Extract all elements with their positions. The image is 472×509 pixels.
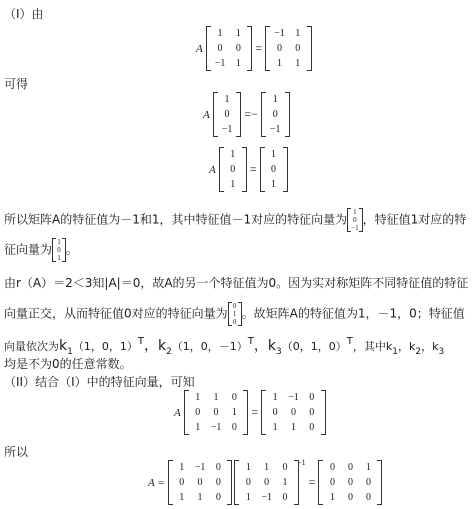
text-span: 征向量为 (4, 242, 53, 257)
text-span: 。 (66, 242, 79, 257)
eigenvector-line (4, 338, 444, 356)
matrix-cell: 1 (276, 58, 282, 69)
matrix-label: A (196, 42, 203, 55)
matrix-cell: −1 (261, 492, 272, 503)
subscript: 2 (166, 347, 172, 357)
subscript: 1 (67, 347, 73, 357)
matrix-cell: 1 (272, 392, 278, 403)
k-symbol: k (59, 338, 68, 354)
equation-5 (148, 460, 382, 505)
text-span: 。故矩阵A的特征值为1，－1，0；特征值 (241, 306, 465, 321)
vector-cell: 0 (224, 109, 230, 120)
matrix-cell: 0 (365, 492, 371, 503)
matrix-cell: 1 (213, 392, 219, 403)
matrix-cell: 0 (347, 492, 353, 503)
matrix-label: A (174, 406, 181, 419)
vector-cell: 0 (271, 164, 277, 175)
vector (260, 147, 288, 192)
equation-3 (209, 147, 288, 192)
matrix-cell: 1 (329, 492, 335, 503)
equals-sign: = (308, 475, 316, 489)
inline-vector (52, 238, 66, 262)
inline-vector (228, 302, 242, 326)
matrix-cell: 1 (195, 422, 201, 433)
text-span: ，k (421, 340, 439, 353)
matrix (234, 460, 299, 505)
matrix-cell: 1 (197, 492, 203, 503)
vector-cell: 1 (230, 149, 236, 160)
vector-cell: 0 (57, 246, 61, 254)
vector-text: （1，0，1） (72, 340, 138, 353)
paragraph-line: 由r（A）＝2＜3知|A|＝0，故A的另一个特征值为0。因为实对称矩阵不同特征值的特征 (4, 276, 469, 290)
matrix-cell: 0 (217, 43, 223, 54)
equals-minus-sign: =− (244, 107, 258, 121)
vector-cell: 1 (57, 254, 61, 262)
paragraph-line (4, 302, 465, 326)
matrix-cell: 0 (272, 407, 278, 418)
matrix-cell: 0 (195, 407, 201, 418)
vector-cell: 1 (271, 179, 277, 190)
matrix-cell: 0 (231, 392, 237, 403)
matrix-cell: 0 (309, 422, 315, 433)
text-span: 所以矩阵A的特征值为－1和1，其中特征值－1对应的特征向量为 (4, 212, 348, 227)
matrix-cell: −1 (274, 28, 285, 39)
matrix-cell: 0 (309, 407, 315, 418)
suoyi-text: 所以 (4, 445, 29, 459)
matrix-cell: −1 (210, 422, 222, 433)
matrix-cell: 0 (197, 477, 203, 488)
matrix-cell: 1 (264, 462, 270, 473)
matrix-cell: −1 (214, 58, 226, 69)
paragraph-line (4, 238, 78, 262)
equals-sign: = (251, 405, 259, 419)
matrix-cell: −1 (194, 462, 206, 473)
vector-cell: 1 (57, 238, 61, 246)
matrix-cell: 0 (276, 43, 282, 54)
matrix-cell: 1 (272, 422, 278, 433)
equals-sign: = (255, 41, 263, 55)
matrix-cell: 0 (231, 422, 237, 433)
vector-cell: −1 (221, 124, 233, 135)
matrix-label: A (209, 163, 216, 176)
vector-cell: 0 (272, 109, 278, 120)
inline-vector (347, 208, 362, 232)
kede-text: 可得 (4, 77, 29, 91)
matrix-cell: 1 (195, 392, 201, 403)
text-span: 向量依次为 (4, 340, 59, 353)
subscript: 2 (415, 347, 422, 357)
subscript: 1 (392, 347, 398, 357)
vector-cell: −1 (351, 224, 359, 232)
inverse-superscript: -1 (298, 458, 306, 467)
vector-cell: 1 (272, 94, 278, 105)
matrix-cell: 0 (264, 477, 270, 488)
matrix-cell: 0 (329, 462, 335, 473)
paragraph-line (4, 208, 466, 232)
vector-cell: −1 (269, 124, 281, 135)
matrix-cell: 1 (295, 28, 301, 39)
vector-cell: 1 (271, 149, 277, 160)
vector-cell: 0 (232, 318, 237, 326)
matrix-cell: 1 (217, 28, 223, 39)
vector-cell: 1 (353, 208, 357, 216)
text-span: ，特征值1对应的特 (362, 212, 467, 227)
vector-text: （0，1，0） (281, 340, 347, 353)
matrix-cell: 0 (295, 43, 301, 54)
text-span: 向量正交，从而特征值0对应的特征向量为 (4, 306, 228, 321)
equation-4 (174, 390, 326, 435)
text-span: ，其中k (352, 340, 393, 353)
k-symbol: ，k (253, 338, 277, 354)
matrix-label: A (203, 108, 210, 121)
matrix-label: A = (148, 476, 165, 489)
vector-cell: 0 (232, 302, 237, 310)
vector-cell: 1 (232, 310, 237, 318)
vector-cell: 1 (230, 179, 236, 190)
matrix-cell: 0 (179, 477, 185, 488)
matrix-cell: 0 (282, 462, 288, 473)
matrix-cell: 0 (213, 407, 219, 418)
matrix (206, 26, 253, 71)
superscript: T (137, 336, 144, 347)
matrix-cell: 0 (215, 492, 221, 503)
matrix-cell: 1 (365, 462, 371, 473)
superscript: T (346, 336, 353, 347)
matrix (318, 460, 382, 505)
matrix (261, 390, 326, 435)
matrix (168, 460, 233, 505)
vector-cell: 0 (230, 164, 236, 175)
matrix-cell: 1 (179, 492, 185, 503)
matrix-cell: 0 (347, 462, 353, 473)
part2-heading: （II）结合（I）中的特征向量，可知 (4, 375, 195, 389)
vector-cell: 1 (224, 94, 230, 105)
matrix-cell: 0 (215, 477, 221, 488)
matrix-cell: 0 (365, 477, 371, 488)
matrix-cell: 0 (347, 477, 353, 488)
matrix-cell: 1 (295, 58, 301, 69)
matrix-cell: 1 (245, 492, 251, 503)
matrix-cell: 1 (282, 477, 288, 488)
paragraph-line: 均是不为0的任意常数。 (4, 357, 132, 371)
vector-text: （1，0，－1） (171, 340, 248, 353)
matrix-cell: 0 (245, 477, 251, 488)
vector (213, 92, 242, 137)
matrix (184, 390, 249, 435)
matrix-cell: 1 (235, 58, 241, 69)
equation-2 (203, 92, 290, 137)
matrix-cell: 0 (215, 462, 221, 473)
vector (219, 147, 247, 192)
equals-sign: = (249, 162, 257, 176)
matrix-cell: 0 (290, 407, 296, 418)
part1-heading: （I）由 (4, 7, 44, 21)
matrix-cell: 1 (179, 462, 185, 473)
matrix-cell: 0 (282, 492, 288, 503)
matrix-cell: 0 (309, 392, 315, 403)
vector-cell: 0 (353, 216, 357, 224)
subscript: 3 (276, 347, 282, 357)
equation-1 (196, 26, 312, 71)
subscript: 3 (438, 347, 445, 357)
matrix-cell: 1 (231, 407, 237, 418)
matrix-cell: 1 (290, 422, 296, 433)
vector (261, 92, 290, 137)
matrix-cell: 0 (235, 43, 241, 54)
matrix (265, 26, 312, 71)
superscript: T (247, 336, 254, 347)
k-symbol: ，k (143, 338, 167, 354)
matrix-cell: 1 (245, 462, 251, 473)
matrix-cell: −1 (288, 392, 299, 403)
matrix-cell: 0 (329, 477, 335, 488)
matrix-cell: 1 (235, 28, 241, 39)
text-span: ，k (397, 340, 416, 353)
